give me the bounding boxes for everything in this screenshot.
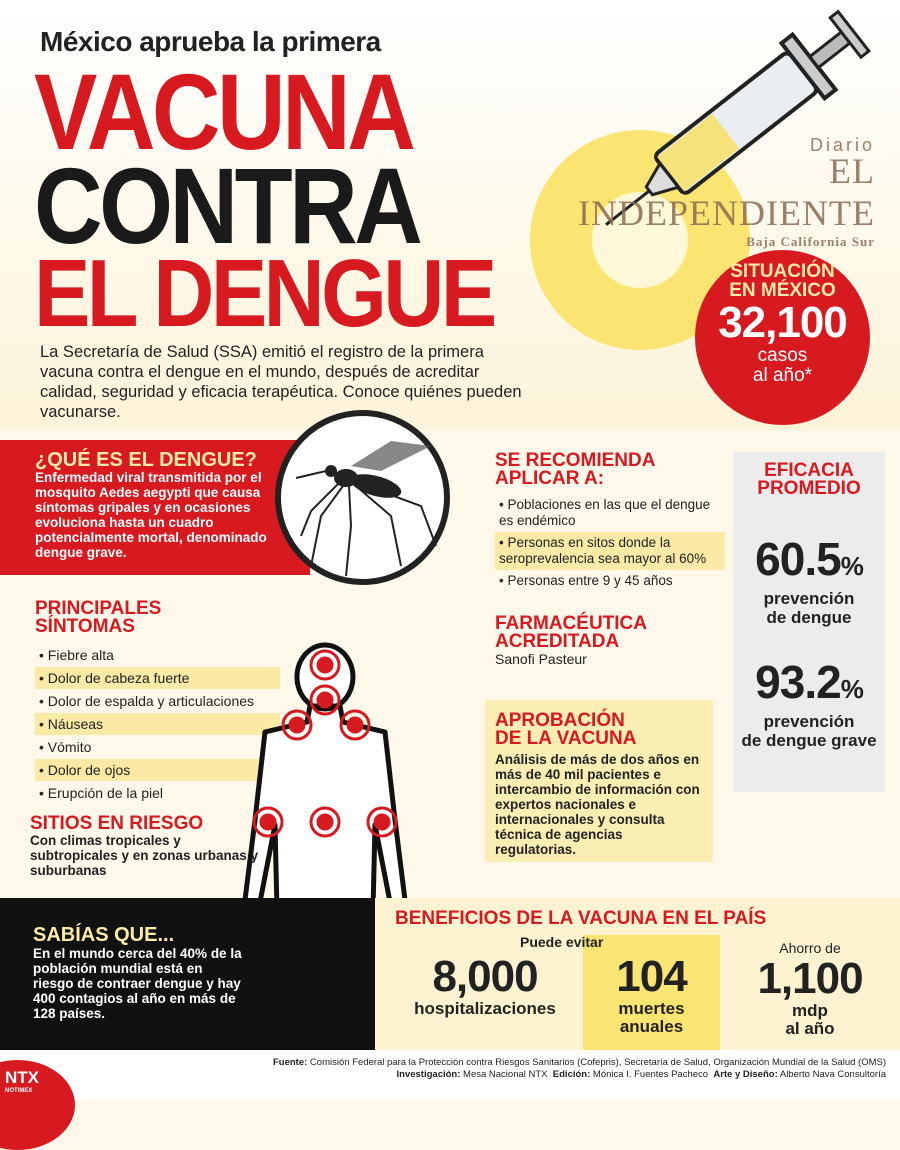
- efficacy-value-2: 93.2%: [755, 656, 863, 708]
- symptom-item: • Náuseas: [35, 713, 280, 735]
- recommend-item: • Poblaciones en las que el dengue es endémico: [499, 497, 711, 528]
- benefits-subtitle: Puede evitar: [520, 934, 604, 950]
- benefit-label: anuales: [619, 1017, 684, 1036]
- benefits-title: BENEFICIOS DE LA VACUNA EN EL PAÍS: [395, 908, 767, 929]
- did-you-know-box: [0, 898, 375, 1050]
- benefit-hospitalizations: [385, 954, 585, 1018]
- kicker: México aprueba la primera: [40, 26, 381, 57]
- recommend-title-2: APLICAR A:: [495, 468, 605, 489]
- title-line-1: VACUNA: [34, 51, 413, 172]
- situation-label-1: casos: [757, 345, 808, 366]
- symptom-item: • Dolor de ojos: [35, 759, 280, 781]
- approval-title-1: APROBACIÓN: [495, 710, 625, 731]
- staff-line: Investigación: Mesa Nacional NTX Edición: Mónica I. Fuentes Pacheco Arte y Diseño: Alberto Nava Consultoría: [396, 1069, 886, 1080]
- recommend-item: • Personas entre 9 y 45 años: [499, 573, 673, 588]
- benefit-deaths: [583, 954, 720, 1036]
- what-is-dengue: [0, 440, 310, 575]
- symptoms-title-2: SÍNTOMAS: [35, 616, 135, 637]
- symptom-item: • Dolor de cabeza fuerte: [35, 667, 280, 689]
- source-line: Fuente: Comisión Federal para la Protección contra Riesgos Sanitarios (Cofepris), Secretaría de Salud, Organización Mundial de la Salud (OMS): [272, 1057, 886, 1068]
- what-text: Enfermedad viral transmitida por el mosquito Aedes aegypti que causa síntomas gripales y en ocasiones evoluciona hasta un cuadro potencialmente mortal, denominado dengue grave.: [35, 470, 267, 560]
- pharma-name: Sanofi Pasteur: [495, 651, 587, 667]
- mosquito-circle: [275, 410, 450, 585]
- symptom-item: • Erupción de la piel: [39, 785, 163, 801]
- pharma-title-2: ACREDITADA: [495, 631, 620, 652]
- recommend-item: • Personas en sitos donde la seroprevalencia sea mayor al 60%: [495, 532, 725, 570]
- benefit-sub: Ahorro de: [779, 940, 841, 956]
- symptom-item: • Vómito: [39, 739, 92, 755]
- watermark-logo: [535, 135, 875, 250]
- situation-number: 32,100: [718, 298, 847, 347]
- did-you-know-title: SABÍAS QUE...: [33, 924, 175, 946]
- symptom-item: • Dolor de espalda y articulaciones: [39, 693, 255, 709]
- approval-box: [485, 700, 713, 862]
- efficacy-value-1: 60.5%: [755, 533, 863, 585]
- title-line-3: EL DENGUE: [34, 240, 494, 347]
- situation-badge: [695, 250, 870, 425]
- title-line-2: CONTRA: [34, 145, 420, 266]
- efficacy-label-2a: prevención: [763, 712, 855, 731]
- benefit-value: 1,100: [757, 954, 863, 1003]
- efficacy-box: [733, 452, 885, 792]
- recommend-title-1: SE RECOMIENDA: [495, 450, 656, 471]
- logo-name: EL INDEPENDIENTE: [578, 151, 875, 233]
- did-you-know-text: En el mundo cerca del 40% de la población mundial está en riesgo de contraer dengue y hay 400 contagios al año en más de 128 países.: [33, 946, 242, 1021]
- benefit-label: muertes: [618, 999, 685, 1018]
- benefit-savings: [730, 940, 890, 1038]
- benefit-value: 8,000: [432, 952, 538, 1001]
- risk-section: [30, 815, 260, 878]
- credits: [273, 1057, 886, 1081]
- approval-text: Análisis de más de dos años en más de 40 mil pacientes e intercambio de información con expertos nacionales e internacionales y consulta técnica de agencias regulatorias.: [495, 752, 700, 857]
- recommend-section: [495, 452, 725, 592]
- mosquito-icon: [281, 416, 444, 579]
- logo-sub: Baja California Sur: [746, 234, 875, 249]
- efficacy-label-1a: prevención: [763, 589, 855, 608]
- ntx-logo: NTX NOTIMEX: [0, 1060, 75, 1150]
- what-title: ¿QUÉ ES EL DENGUE?: [35, 449, 257, 471]
- symptom-item: • Fiebre alta: [39, 647, 114, 663]
- efficacy-title-1: EFICACIA: [764, 460, 854, 481]
- risk-title: SITIOS EN RIESGO: [30, 813, 204, 834]
- efficacy-label-1b: de dengue: [766, 608, 852, 627]
- risk-text: Con climas tropicales y subtropicales y en zonas urbanas y suburbanas: [30, 833, 259, 878]
- situation-heading-2: EN MÉXICO: [729, 280, 836, 301]
- benefit-value: 104: [616, 952, 687, 1001]
- benefit-label: hospitalizaciones: [414, 999, 556, 1018]
- pharma-section: [495, 615, 725, 667]
- benefit-label: mdp: [792, 1001, 828, 1020]
- benefit-label: al año: [785, 1019, 835, 1038]
- logo-top: Diario: [809, 135, 875, 155]
- approval-title-2: DE LA VACUNA: [495, 728, 637, 749]
- situation-label-2: al año*: [752, 365, 813, 386]
- efficacy-label-2b: de dengue grave: [741, 731, 877, 750]
- situation-heading-1: SITUACIÓN: [730, 261, 835, 282]
- efficacy-title-2: PROMEDIO: [757, 478, 861, 499]
- symptoms-title-1: PRINCIPALES: [35, 598, 162, 619]
- pharma-title-1: FARMACÉUTICA: [495, 613, 647, 634]
- intro-text: La Secretaría de Salud (SSA) emitió el registro de la primera vacuna contra el dengue en el mundo, después de acreditar calidad, seguridad y eficacia terapéutica. Conoce quiénes pueden vacunarse.: [40, 343, 522, 421]
